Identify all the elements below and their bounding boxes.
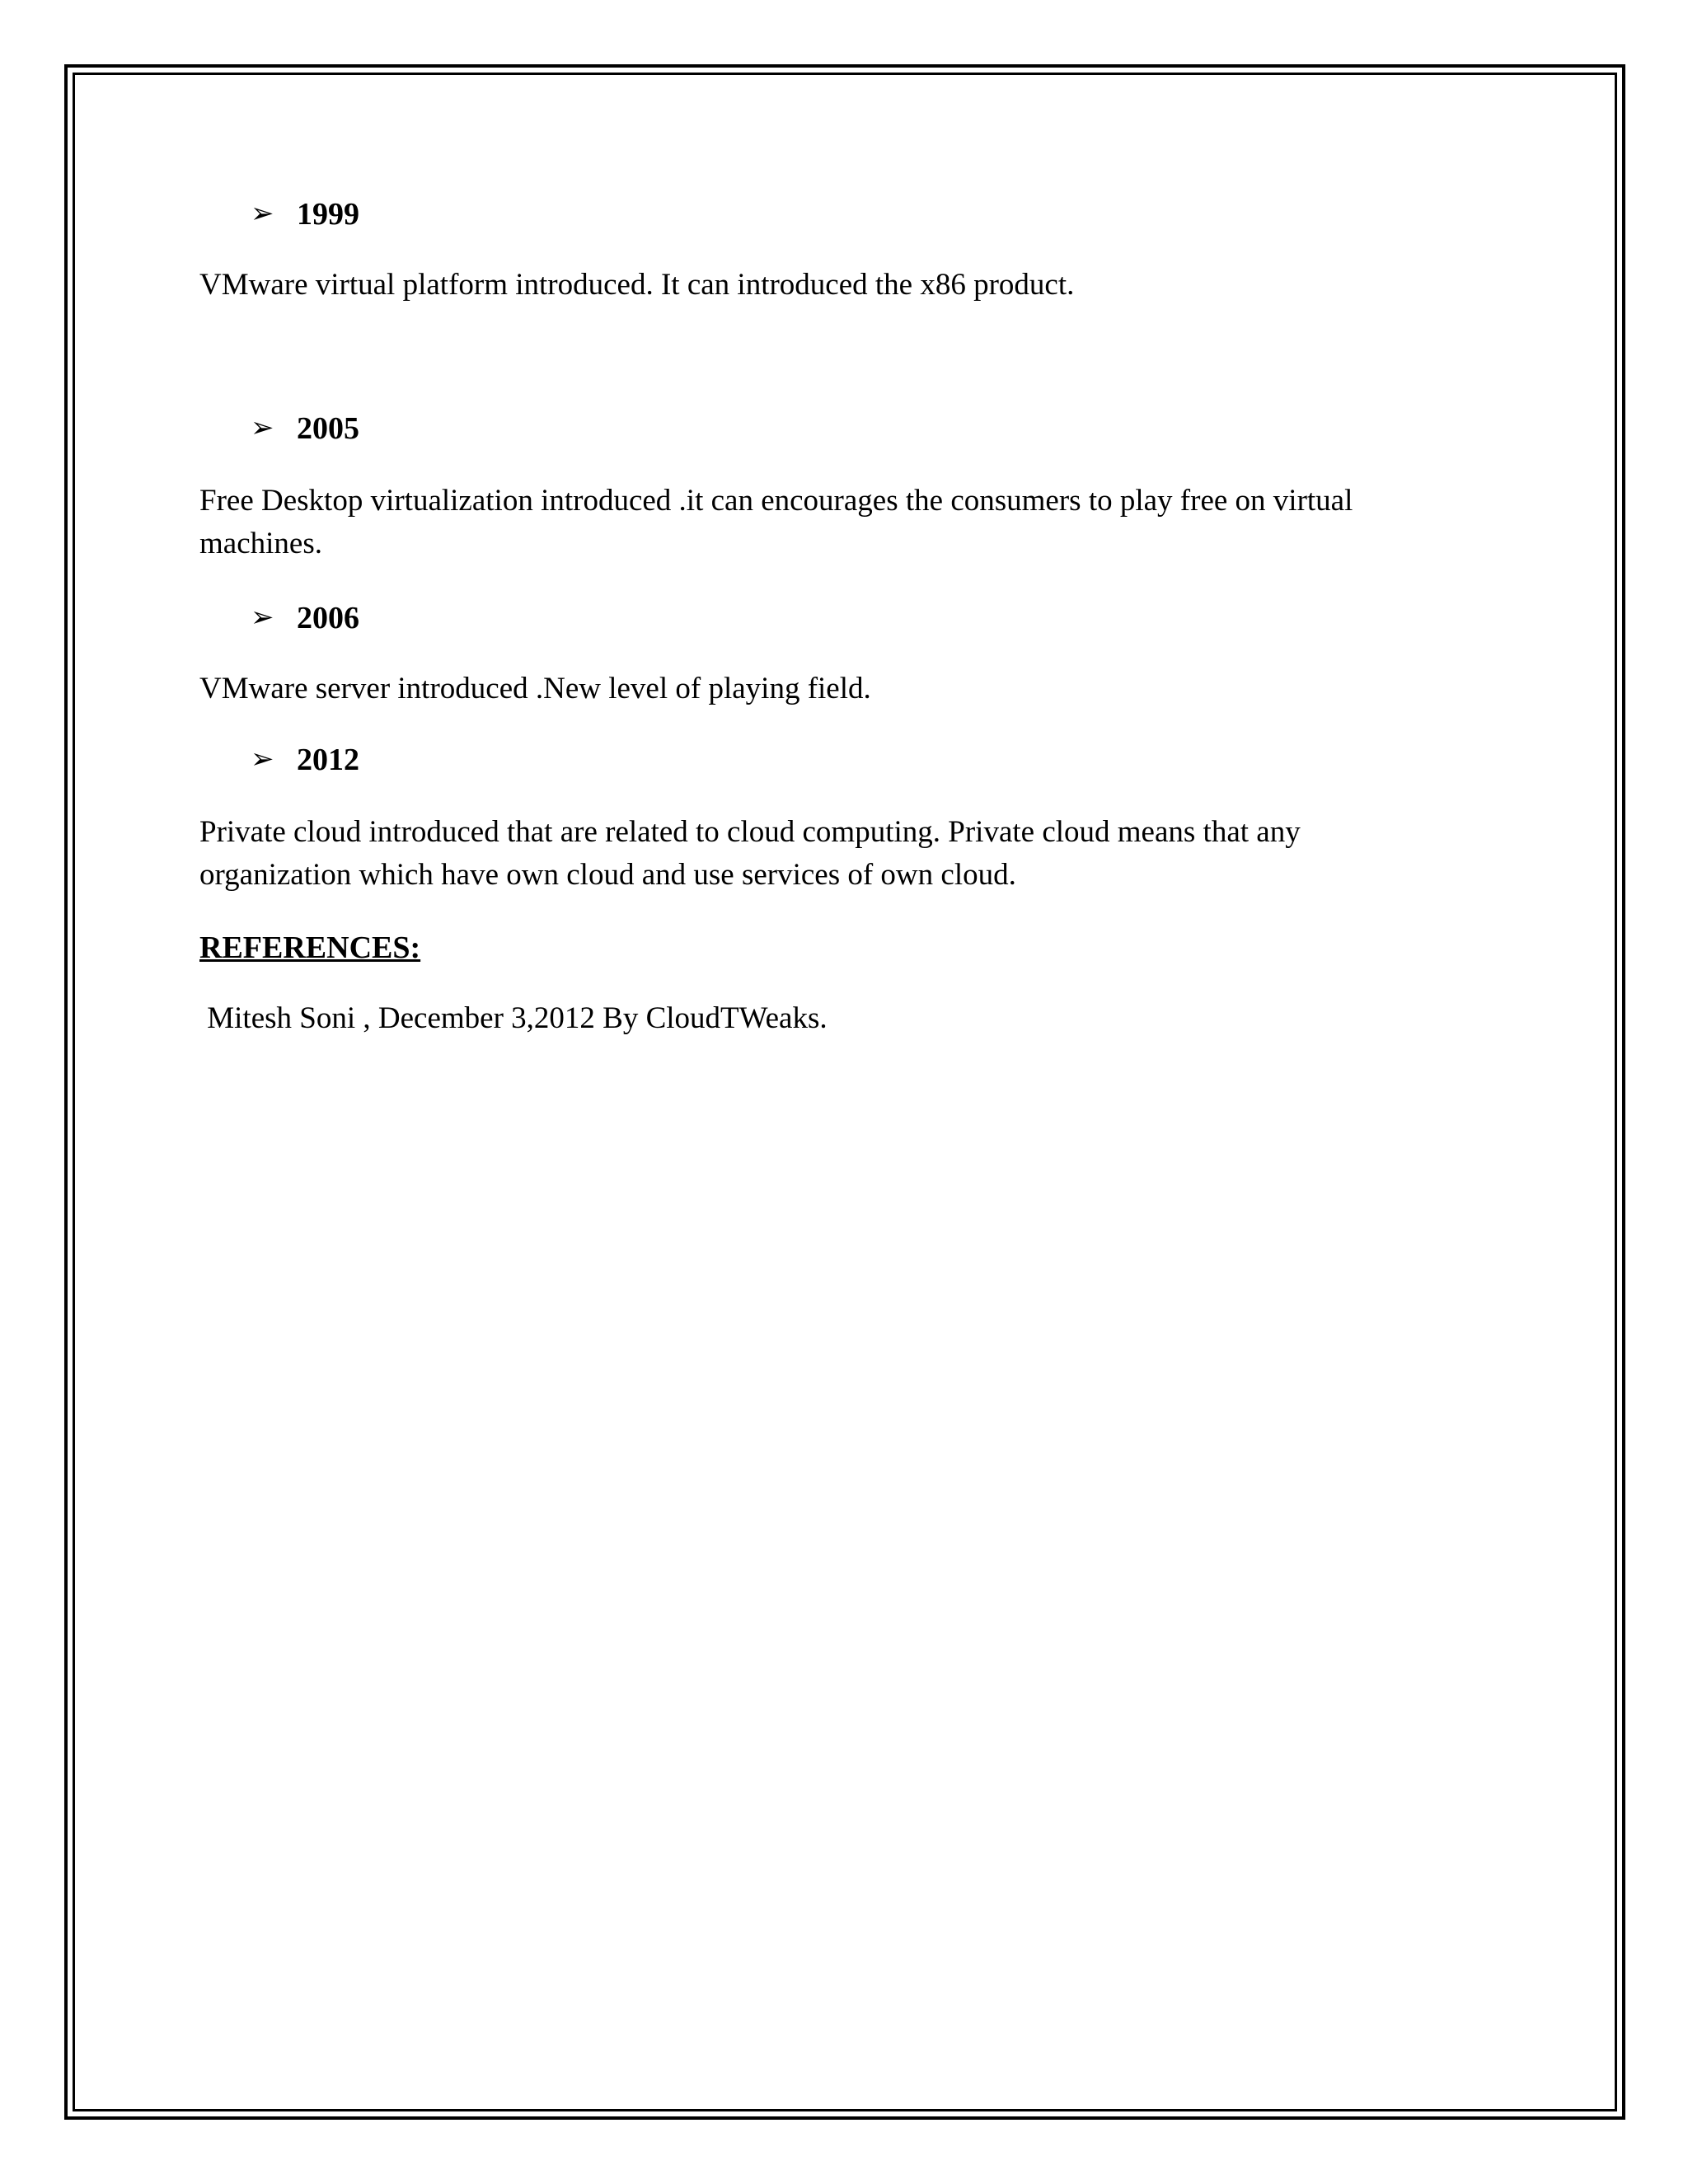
paragraph-line: Free Desktop virtualization introduced .it can encourages the consumers to play free on virtual <box>199 484 1353 518</box>
section-paragraph-2005 <box>199 480 1461 565</box>
section-heading-2012 <box>251 742 359 778</box>
section-year: 1999 <box>297 197 359 232</box>
arrow-bullet-icon: ➢ <box>251 602 274 633</box>
page-border-inner <box>73 73 1617 2111</box>
section-year: 2006 <box>297 601 359 635</box>
paragraph-line: Private cloud introduced that are related to cloud computing. Private cloud means that any <box>199 815 1301 849</box>
paragraph-line: VMware virtual platform introduced. It can introduced the x86 product. <box>199 268 1075 302</box>
paragraph-line: organization which have own cloud and use services of own cloud. <box>199 858 1016 892</box>
paragraph-line: machines. <box>199 527 322 560</box>
section-heading-2006 <box>251 600 359 636</box>
references-heading: REFERENCES: <box>199 930 421 965</box>
arrow-bullet-icon: ➢ <box>251 199 274 229</box>
section-heading-2005 <box>251 410 359 447</box>
section-year: 2005 <box>297 411 359 446</box>
section-paragraph-2012 <box>199 811 1461 897</box>
reference-entry: Mitesh Soni , December 3,2012 By CloudTWeaks. <box>199 1001 828 1035</box>
section-paragraph-1999 <box>199 264 1461 307</box>
paragraph-line: VMware server introduced .New level of playing field. <box>199 672 871 705</box>
arrow-bullet-icon: ➢ <box>251 413 274 443</box>
section-paragraph-2006 <box>199 668 1461 710</box>
references-text <box>199 997 1461 1040</box>
section-heading-1999 <box>251 196 359 232</box>
section-year: 2012 <box>297 743 359 777</box>
arrow-bullet-icon: ➢ <box>251 744 274 775</box>
